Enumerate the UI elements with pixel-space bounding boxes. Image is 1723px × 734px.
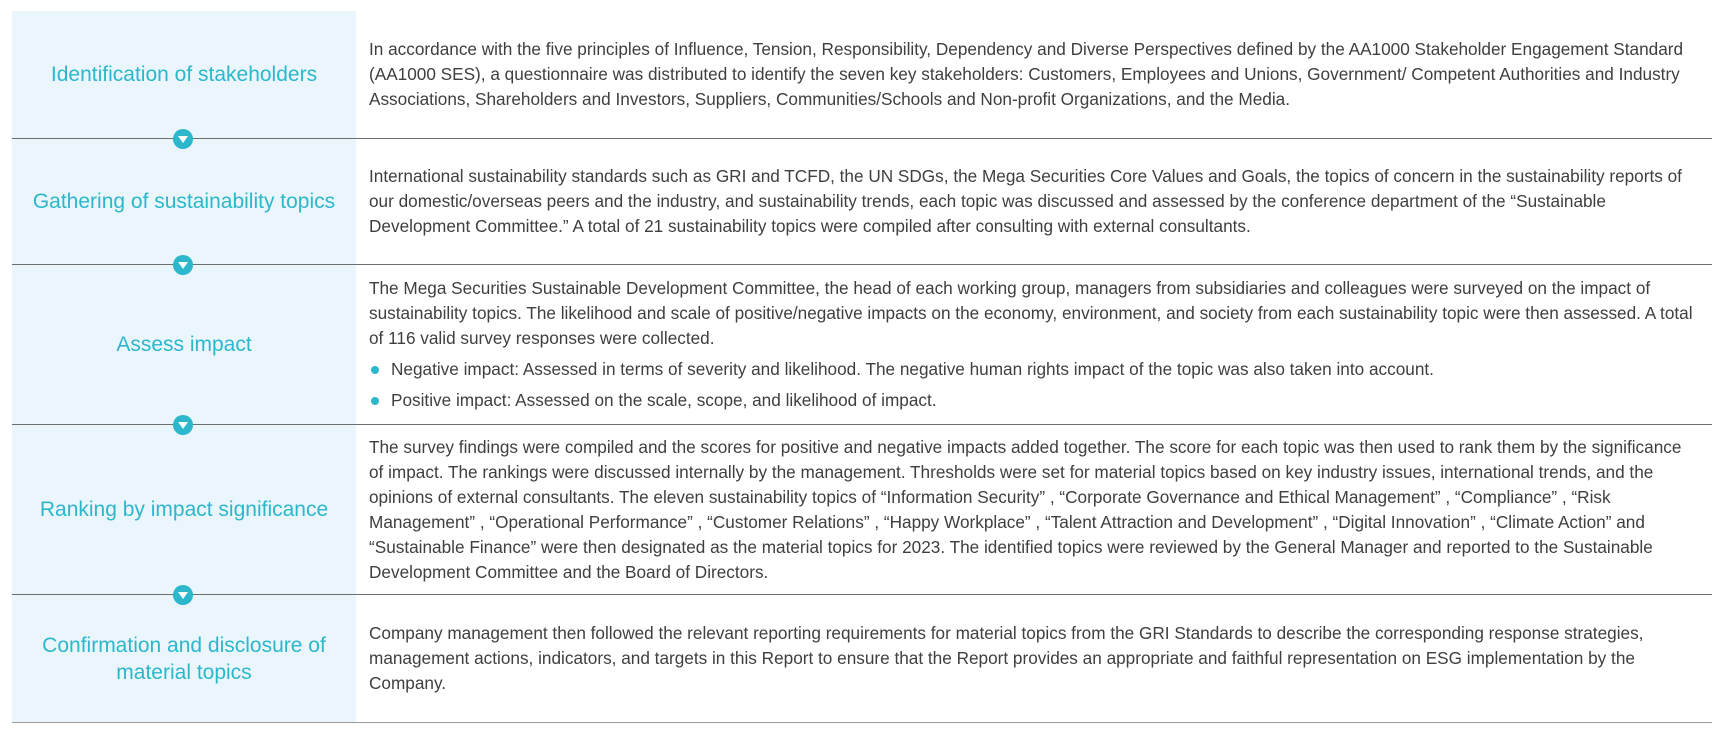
list-item	[369, 388, 1700, 413]
process-row-identification	[12, 11, 1712, 139]
step-text-identification: In accordance with the five principles of Influence, Tension, Responsibility, Dependency and Diverse Perspectives defined by the AA1000 Stakeholder Engagement Standard (AA1000 SES), a questionnaire was distributed to identify the seven key stakeholders: Customers, Employees and Unions, Government/ Competent Authorities and Industry Associations, Shareholders and Investors, Suppliers, Communities/Schools and Non-profit Organizations, and the Media.	[369, 39, 1684, 109]
process-row-gathering	[12, 139, 1712, 265]
step-description-identification	[356, 11, 1712, 138]
step-title-assess-impact: Assess impact	[12, 265, 356, 424]
step-description-gathering	[356, 139, 1712, 264]
process-row-assess-impact	[12, 265, 1712, 425]
chevron-down-icon	[173, 255, 193, 275]
step-title-identification: Identification of stakeholders	[12, 11, 356, 138]
step-title-confirmation: Confirmation and disclosure of material topics	[12, 595, 356, 722]
step-title-gathering: Gathering of sustainability topics	[12, 139, 356, 264]
step-description-assess-impact	[356, 265, 1712, 424]
step-text-gathering: International sustainability standards such as GRI and TCFD, the UN SDGs, the Mega Securities Core Values and Goals, the topics of concern in the sustainability reports of our domestic/overseas peers and the industry, and sustainability trends, each topic was discussed and assessed by the conference department of the “Sustainable Development Committee.” A total of 21 sustainability topics were compiled after consulting with external consultants.	[369, 166, 1682, 236]
step-title-ranking: Ranking by impact significance	[12, 425, 356, 594]
step-text-ranking: The survey findings were compiled and the scores for positive and negative impacts added together. The score for each topic was then used to rank them by the significance of impact. The rankings were discussed internally by the management. Thresholds were set for material topics based on key industry issues, international trends, and the opinions of external consultants. The eleven sustainability topics of “Information Security” , “Corporate Governance and Ethical Management” , “Compliance” , “Risk Management” , “Operational Performance” , “Customer Relations” , “Happy Workplace” , “Talent Attraction and Development” , “Digital Innovation” , “Climate Action” and “Sustainable Finance” were then designated as the material topics for 2023. The identified topics were reviewed by the General Manager and reported to the Sustainable Development Committee and the Board of Directors.	[369, 436, 1682, 582]
bullet-dot-icon	[371, 397, 379, 405]
step-text-assess-impact: The Mega Securities Sustainable Development Committee, the head of each working group, managers from subsidiaries and colleagues were surveyed on the impact of sustainability topics. The likelihood and scale of positive/negative impacts on the economy, environment, and society from each sustainability topic were then assessed. A total of 116 valid survey responses were collected.	[369, 278, 1693, 348]
process-row-confirmation	[12, 595, 1712, 723]
list-item	[369, 357, 1700, 382]
chevron-down-icon	[173, 585, 193, 605]
chevron-down-icon	[173, 415, 193, 435]
step-description-ranking	[356, 425, 1712, 594]
material-topic-process-table	[12, 11, 1712, 723]
bullet-positive-impact: Positive impact: Assessed on the scale, scope, and likelihood of impact.	[391, 390, 937, 410]
chevron-down-icon	[173, 129, 193, 149]
bullet-negative-impact: Negative impact: Assessed in terms of severity and likelihood. The negative human rights impact of the topic was also taken into account.	[391, 359, 1434, 379]
step-text-confirmation: Company management then followed the relevant reporting requirements for material topics from the GRI Standards to describe the corresponding response strategies, management actions, indicators, and targets in this Report to ensure that the Report provides an appropriate and faithful representation on ESG implementation by the Company.	[369, 623, 1644, 693]
step-description-confirmation	[356, 595, 1712, 722]
process-row-ranking	[12, 425, 1712, 595]
bullet-dot-icon	[371, 366, 379, 374]
